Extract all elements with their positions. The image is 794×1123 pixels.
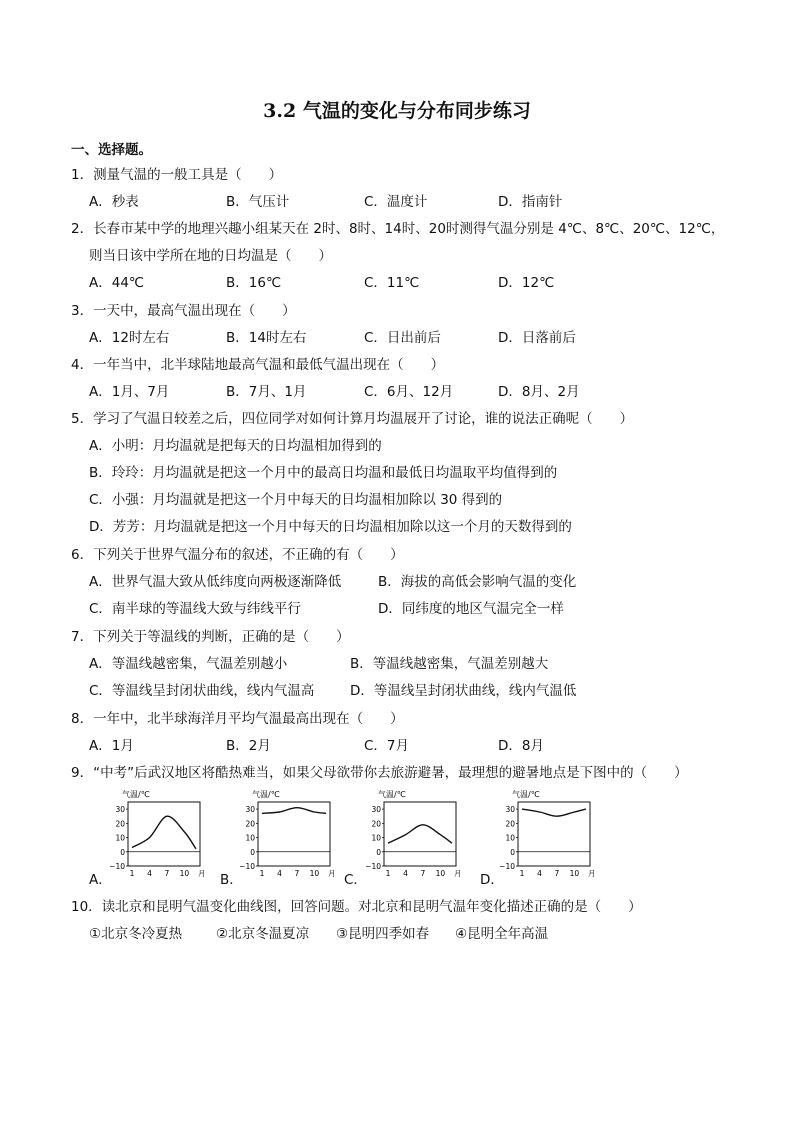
temperature-curve [132, 816, 196, 849]
q3-option-a[interactable]: A．12时左右 [89, 330, 170, 346]
y-tick-label: 10 [245, 833, 255, 843]
x-tick-label: 7 [164, 869, 170, 878]
axis-title: 气温/℃ [252, 790, 280, 799]
q6-option-b[interactable]: B．海拔的高低会影响气温的变化 [378, 574, 577, 590]
question-4: 4．一年当中，北半球陆地最高气温和最低气温出现在（ ） [71, 357, 445, 373]
q9-option-a[interactable]: A． [89, 872, 112, 888]
x-tick-label: 10 [179, 869, 190, 878]
q4-option-d[interactable]: D．8月、2月 [498, 384, 580, 400]
q2-option-b[interactable]: B．16℃ [226, 275, 282, 291]
plot-frame [518, 802, 590, 866]
question-3: 3．一天中，最高气温出现在（ ） [71, 303, 296, 319]
page-title: 3.2 气温的变化与分布同步练习 [263, 100, 531, 122]
y-tick-label: −10 [365, 862, 381, 871]
q7-option-d[interactable]: D．等温线呈封闭状曲线，线内气温低 [350, 683, 577, 699]
question-9: 9．“中考”后武汉地区将酷热难当，如果父母欲带你去旅游避暑，最理想的避暑地点是下图中的（ ） [71, 765, 688, 781]
question-2-cont: 则当日该中学所在地的日均温是（ ） [89, 248, 332, 264]
q4-option-b[interactable]: B．7月、1月 [226, 384, 307, 400]
temperature-curve [262, 808, 326, 814]
question-10: 10．读北京和昆明气温变化曲线图，回答问题。对北京和昆明气温年变化描述正确的是（ ） [71, 899, 642, 915]
question-8: 8．一年中，北半球海洋月平均气温最高出现在（ ） [71, 711, 404, 727]
x-tick-label: 10 [435, 869, 446, 878]
x-tick-label: 7 [294, 869, 300, 878]
y-tick-label: −10 [499, 862, 515, 871]
axis-title: 气温/℃ [512, 790, 540, 799]
y-tick-label: 0 [120, 847, 125, 857]
x-tick-label: 7 [420, 869, 426, 878]
climate-graph-a-svg [104, 788, 214, 878]
x-unit-label: 月 [198, 869, 206, 878]
climate-graph-b[interactable] [234, 788, 344, 878]
q10-option-1[interactable]: ①北京冬冷夏热 [89, 926, 183, 942]
q10-option-4[interactable]: ④昆明全年高温 [455, 926, 549, 942]
q7-option-a[interactable]: A．等温线越密集，气温差别越小 [89, 656, 288, 672]
q1-option-d[interactable]: D．指南针 [498, 194, 563, 210]
y-tick-label: 10 [505, 833, 515, 843]
x-tick-label: 4 [403, 869, 408, 878]
y-tick-label: 20 [371, 819, 381, 829]
q3-option-c[interactable]: C．日出前后 [364, 330, 441, 346]
y-tick-label: 20 [245, 819, 255, 829]
q9-option-c[interactable]: C． [344, 872, 367, 888]
q8-option-d[interactable]: D．8月 [498, 738, 544, 754]
x-tick-label: 4 [147, 869, 152, 878]
q4-option-a[interactable]: A．1月、7月 [89, 384, 170, 400]
y-tick-label: −10 [109, 862, 125, 871]
q8-option-b[interactable]: B．2月 [226, 738, 271, 754]
plot-frame [384, 802, 456, 866]
q5-option-b[interactable]: B．玲玲：月均温就是把这一个月中的最高日均温和最低日均温取平均值得到的 [89, 465, 558, 481]
q2-option-c[interactable]: C．11℃ [364, 275, 420, 291]
x-tick-label: 1 [385, 869, 391, 878]
q9-option-b[interactable]: B． [220, 872, 243, 888]
q3-option-b[interactable]: B．14时左右 [226, 330, 307, 346]
question-1: 1．测量气温的一般工具是（ ） [71, 167, 283, 183]
climate-graph-b-svg [234, 788, 344, 878]
q8-option-c[interactable]: C．7月 [364, 738, 410, 754]
q7-option-b[interactable]: B．等温线越密集，气温差别越大 [350, 656, 549, 672]
q8-option-a[interactable]: A．1月 [89, 738, 134, 754]
climate-graph-a[interactable] [104, 788, 214, 878]
question-2: 2．长春市某中学的地理兴趣小组某天在 2时、8时、14时、20时测得气温分别是 4℃、8℃、20℃、12℃， [71, 221, 725, 237]
q1-option-c[interactable]: C．温度计 [364, 194, 428, 210]
section-heading: 一、选择题。 [71, 142, 152, 158]
y-tick-label: 10 [371, 833, 381, 843]
y-tick-label: 0 [250, 847, 255, 857]
q10-option-2[interactable]: ②北京冬温夏凉 [216, 926, 310, 942]
axis-title: 气温/℃ [122, 790, 150, 799]
y-tick-label: 20 [505, 819, 515, 829]
y-tick-label: 0 [376, 847, 381, 857]
q6-option-a[interactable]: A．世界气温大致从低纬度向两极逐渐降低 [89, 574, 342, 590]
x-unit-label: 月 [328, 869, 336, 878]
q1-option-b[interactable]: B．气压计 [226, 194, 290, 210]
plot-frame [128, 802, 200, 866]
q5-option-d[interactable]: D．芳芳：月均温就是把这一个月中每天的日均温相加除以这一个月的天数得到的 [89, 519, 572, 535]
x-unit-label: 月 [588, 869, 596, 878]
x-tick-label: 7 [554, 869, 560, 878]
x-tick-label: 10 [569, 869, 580, 878]
q3-option-d[interactable]: D．日落前后 [498, 330, 576, 346]
x-tick-label: 1 [259, 869, 265, 878]
q2-option-d[interactable]: D．12℃ [498, 275, 555, 291]
q2-option-a[interactable]: A．44℃ [89, 275, 145, 291]
x-tick-label: 4 [277, 869, 282, 878]
x-unit-label: 月 [454, 869, 462, 878]
q4-option-c[interactable]: C．6月、12月 [364, 384, 454, 400]
climate-graph-c[interactable] [360, 788, 470, 878]
x-tick-label: 1 [129, 869, 135, 878]
q7-option-c[interactable]: C．等温线呈封闭状曲线，线内气温高 [89, 683, 315, 699]
temperature-curve [388, 825, 452, 843]
y-tick-label: 0 [510, 847, 515, 857]
q9-option-d[interactable]: D． [480, 872, 504, 888]
question-7: 7．下列关于等温线的判断，正确的是（ ） [71, 629, 350, 645]
q6-option-c[interactable]: C．南半球的等温线大致与纬线平行 [89, 601, 301, 617]
q5-option-c[interactable]: C．小强：月均温就是把这一个月中每天的日均温相加除以 30 得到的 [89, 492, 503, 508]
plot-frame [258, 802, 330, 866]
x-tick-label: 1 [519, 869, 525, 878]
y-tick-label: 10 [115, 833, 125, 843]
q5-option-a[interactable]: A．小明：月均温就是把每天的日均温相加得到的 [89, 438, 382, 454]
temperature-curve [522, 809, 586, 816]
question-6: 6．下列关于世界气温分布的叙述，不正确的有（ ） [71, 547, 404, 563]
axis-title: 气温/℃ [378, 790, 406, 799]
climate-graph-d-svg [494, 788, 604, 878]
question-5: 5．学习了气温日较差之后，四位同学对如何计算月均温展开了讨论，谁的说法正确呢（ ） [71, 411, 634, 427]
y-tick-label: 30 [371, 805, 381, 815]
climate-graph-c-svg [360, 788, 470, 878]
q1-option-a[interactable]: A．秒表 [89, 194, 139, 210]
climate-graph-d[interactable] [494, 788, 604, 878]
y-tick-label: 20 [115, 819, 125, 829]
x-tick-label: 4 [537, 869, 542, 878]
q10-option-3[interactable]: ③昆明四季如春 [336, 926, 430, 942]
y-tick-label: 30 [505, 805, 515, 815]
y-tick-label: −10 [239, 862, 255, 871]
x-tick-label: 10 [309, 869, 320, 878]
q6-option-d[interactable]: D．同纬度的地区气温完全一样 [378, 601, 564, 617]
y-tick-label: 30 [115, 805, 125, 815]
y-tick-label: 30 [245, 805, 255, 815]
